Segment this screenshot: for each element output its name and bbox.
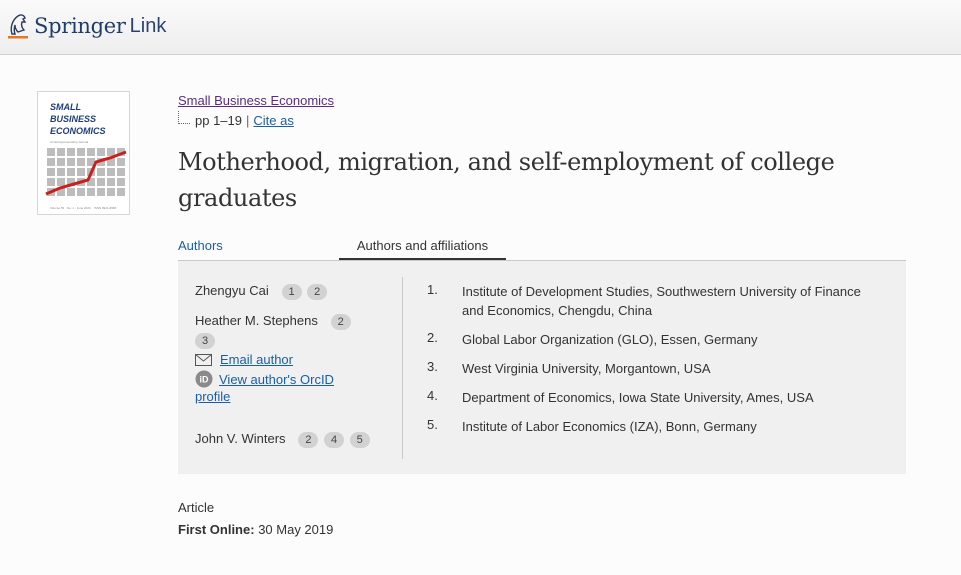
cover-title: SMALL BUSINESS ECONOMICS [50,102,106,136]
cover-grid-square [57,158,65,166]
cover-graphic [38,92,131,216]
affiliation-item: 4. Department of Economics, Iowa State University, Ames, USA [427,388,814,405]
tab-authors-and-affiliations[interactable]: Authors and affiliations [339,238,506,260]
mail-icon [195,354,212,366]
cover-grid-square [97,188,105,196]
author-heather-stephens-cont [193,332,215,349]
cover-grid-square [77,158,85,166]
email-author-label[interactable]: Email author [220,352,293,367]
cover-grid-square [97,178,105,186]
affiliation-badge[interactable]: 2 [331,314,351,330]
article-type: Article [178,500,215,515]
logo-word-springer: Springer [34,14,126,38]
first-online-date: 30 May 2019 [258,522,334,537]
author-zhengyu-cai [195,283,327,300]
cover-grid-square [47,168,55,176]
cover-grid-square [117,158,125,166]
cover-grid-square [117,168,125,176]
cover-grid-square [107,188,115,196]
cover-footer: Volume 55 · No. 1 · June 2020 ISSN 0921-898X [50,206,117,210]
affiliation-badge[interactable]: 2 [307,284,327,300]
springer-horse-icon [6,10,30,42]
cover-grid-square [107,168,115,176]
first-online [178,522,333,537]
affiliation-badge[interactable]: 3 [195,333,215,349]
affiliation-item: 3. West Virginia University, Morgantown, USA [427,359,711,376]
site-header [0,0,961,55]
cover-grid-square [117,188,125,196]
cover-grid-square [57,178,65,186]
cover-grid-square [67,148,75,156]
cover-grid-square [57,148,65,156]
cover-grid-square [47,158,55,166]
journal-link[interactable]: Small Business Economics [178,93,335,108]
cover-grid-square [107,148,115,156]
cover-grid-square [47,148,55,156]
cover-grid-square [77,148,85,156]
cover-subtitle: An Entrepreneurship Journal [50,140,89,144]
affiliation-badge[interactable]: 1 [282,284,302,300]
cover-grid-square [77,168,85,176]
cover-grid-square [117,178,125,186]
affiliation-item: 5. Institute of Labor Economics (IZA), Bonn, Germany [427,417,757,434]
author-john-winters [195,431,370,448]
tab-authors[interactable]: Authors [178,238,223,253]
affiliation-item: 1. Institute of Development Studies, Southwestern University of Finance and Economics, Chengdu, China [427,282,861,318]
article-title: Motherhood, migration, and self-employment of college graduates [178,148,835,212]
panel-divider [402,277,403,459]
journal-cover[interactable] [37,91,130,215]
separator: | [246,113,250,128]
orcid-label-line2[interactable]: profile [195,389,231,404]
first-online-label: First Online: [178,522,255,537]
springer-link-logo[interactable] [6,10,166,42]
author-name: Heather M. Stephens [195,313,318,328]
author-heather-stephens [195,313,351,330]
logo-word-link: Link [129,14,167,37]
cover-grid-square [57,168,65,176]
tree-connector [178,111,190,124]
orcid-link-cont[interactable] [195,389,230,404]
cover-grid-square [67,168,75,176]
pages-line [178,113,294,128]
cover-grid-square [67,158,75,166]
cover-grid-square [97,168,105,176]
cover-grid-square [87,148,95,156]
orcid-link[interactable] [195,370,334,388]
cover-grid-square [67,188,75,196]
affiliation-badge[interactable]: 4 [324,432,344,448]
affiliation-badge[interactable]: 5 [350,432,370,448]
email-author-link[interactable] [195,352,293,367]
cover-grid-square [77,188,85,196]
cover-grid-square [97,148,105,156]
svg-text:iD: iD [199,374,209,385]
cover-grid-square [87,188,95,196]
cover-grid-square [47,178,55,186]
author-name: Zhengyu Cai [195,283,269,298]
orcid-icon [195,370,213,388]
affiliation-item: 2. Global Labor Organization (GLO), Essen, Germany [427,330,758,347]
orcid-label-line1[interactable]: View author's OrcID [219,371,334,387]
cover-grid-square [107,178,115,186]
affiliation-badge[interactable]: 2 [298,432,318,448]
page-range: pp 1–19 [195,113,242,128]
author-name: John V. Winters [195,431,286,446]
cite-as-link[interactable]: Cite as [253,113,294,128]
